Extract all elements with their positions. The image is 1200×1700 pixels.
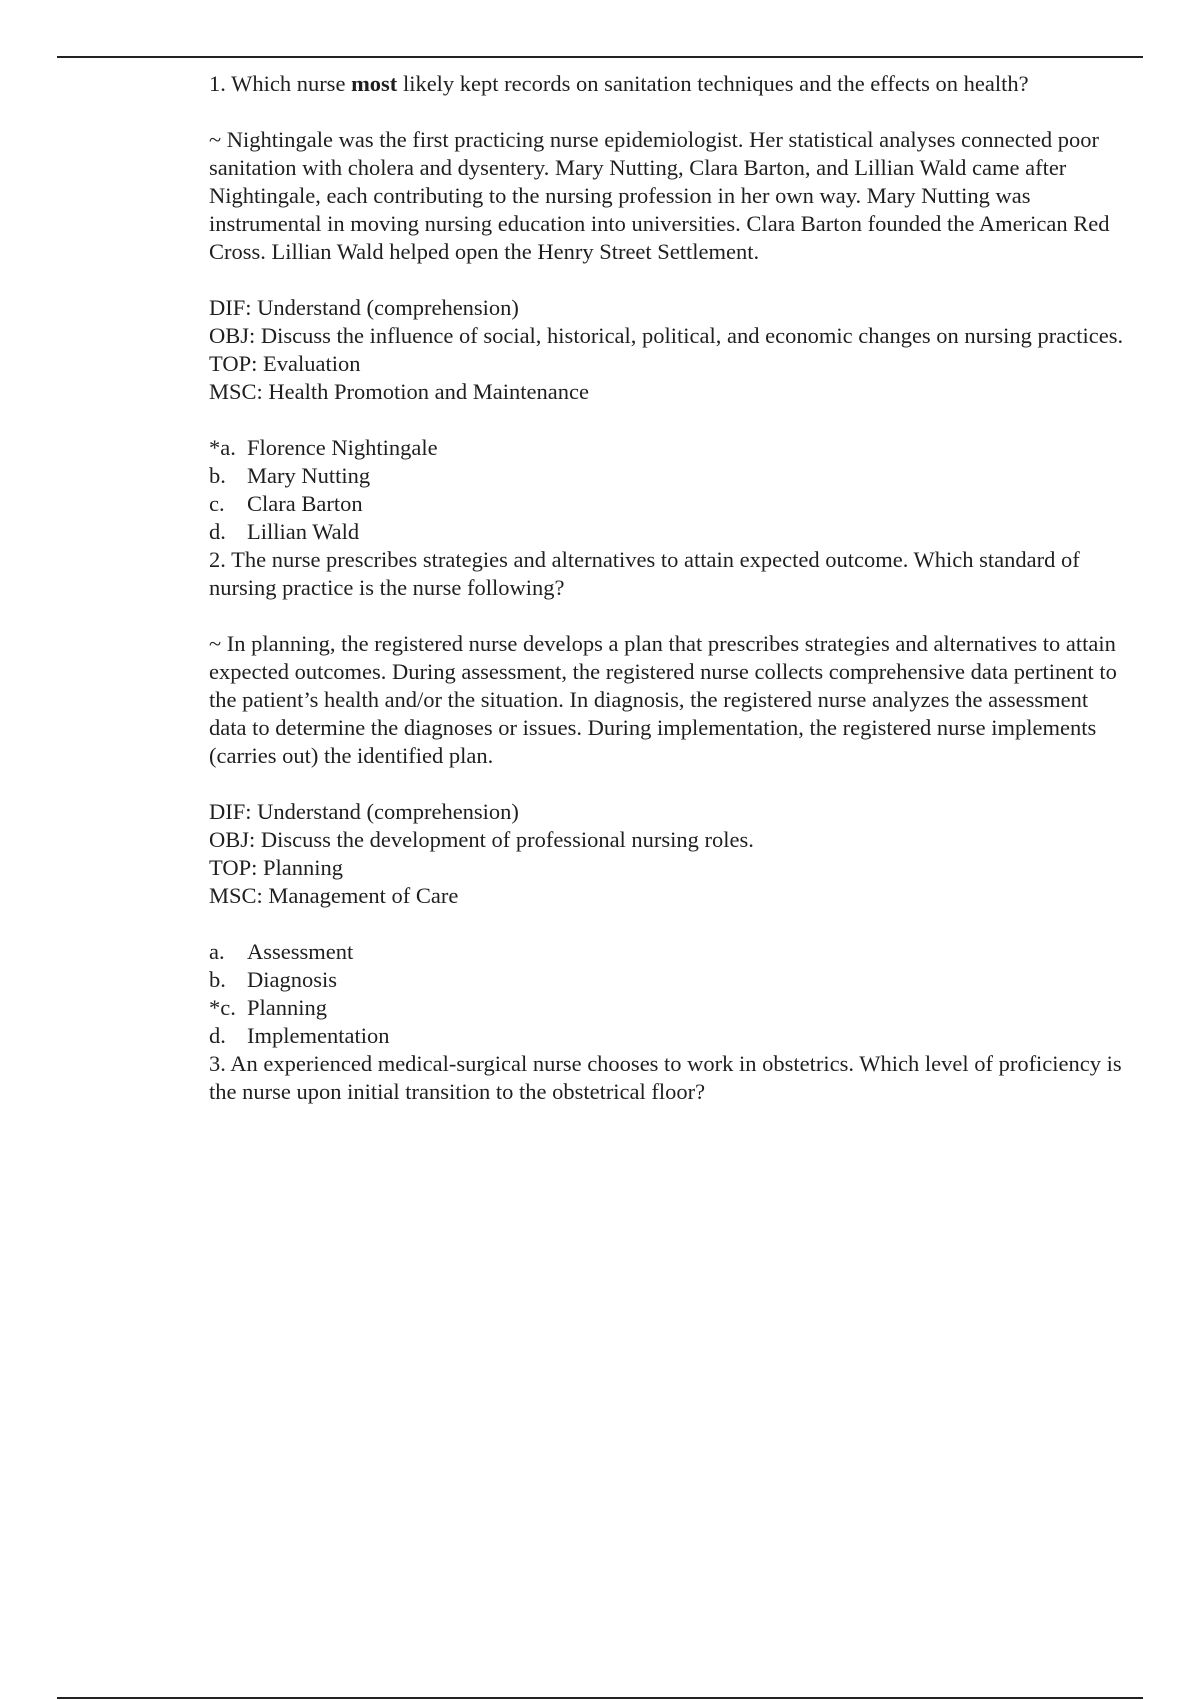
stem-emphasis: most xyxy=(351,71,398,96)
option-letter: d. xyxy=(209,519,226,544)
meta-topic: TOP: Planning xyxy=(209,855,343,880)
rationale: ~ In planning, the registered nurse develops a plan that prescribes strategies and alternatives to attain expected outcomes. During assessment, the registered nurse collects comprehensive data pertinent to the patient’s health and/or the situation. In diagnosis, the registered nurse analyzes the assessment data to determine the diagnoses or issues. During implementation, the registered nurse implements (carries out) the identified plan. xyxy=(209,631,1117,768)
meta-difficulty: DIF: Understand (comprehension) xyxy=(209,295,519,320)
question-3 xyxy=(209,1050,1129,1106)
option-text: Assessment xyxy=(247,939,354,964)
option-letter: *c. xyxy=(209,995,236,1020)
answer-options xyxy=(209,434,1129,546)
answer-option xyxy=(209,462,1129,490)
stem-text: An experienced medical-surgical nurse chooses to work in obstetrics. Which level of proficiency is the nurse upon initial transition to the obstetrical floor? xyxy=(209,1051,1122,1104)
stem-text-after: likely kept records on sanitation techniques and the effects on health? xyxy=(397,71,1029,96)
question-number: 1. xyxy=(209,71,226,96)
answer-option-correct xyxy=(209,434,1129,462)
document-body xyxy=(209,70,1129,1106)
meta-category: MSC: Management of Care xyxy=(209,883,459,908)
answer-option xyxy=(209,1022,1129,1050)
answer-option xyxy=(209,490,1129,518)
question-stem xyxy=(209,1050,1129,1106)
stem-text: The nurse prescribes strategies and alternatives to attain expected outcome. Which standard of nursing practice is the nurse following? xyxy=(209,547,1080,600)
question-number: 2. xyxy=(209,547,226,572)
question-1 xyxy=(209,70,1129,546)
option-text: Clara Barton xyxy=(247,491,363,516)
answer-option xyxy=(209,938,1129,966)
option-text: Lillian Wald xyxy=(247,519,360,544)
option-letter: *a. xyxy=(209,435,236,460)
answer-options xyxy=(209,938,1129,1050)
question-number: 3. xyxy=(209,1051,226,1076)
meta-topic: TOP: Evaluation xyxy=(209,351,361,376)
option-letter: b. xyxy=(209,463,226,488)
question-stem xyxy=(209,546,1129,602)
meta-difficulty: DIF: Understand (comprehension) xyxy=(209,799,519,824)
option-letter: d. xyxy=(209,1023,226,1048)
option-text: Planning xyxy=(247,995,328,1020)
option-text: Florence Nightingale xyxy=(247,435,438,460)
option-letter: a. xyxy=(209,939,225,964)
meta-category: MSC: Health Promotion and Maintenance xyxy=(209,379,589,404)
question-2 xyxy=(209,546,1129,1050)
bottom-rule xyxy=(57,1697,1143,1699)
answer-option-correct xyxy=(209,994,1129,1022)
meta-objective: OBJ: Discuss the development of professional nursing roles. xyxy=(209,827,754,852)
answer-option xyxy=(209,966,1129,994)
option-text: Mary Nutting xyxy=(247,463,371,488)
rationale: ~ Nightingale was the first practicing nurse epidemiologist. Her statistical analyses connected poor sanitation with cholera and dysentery. Mary Nutting, Clara Barton, and Lillian Wald came after Nightingale, each contributing to the nursing profession in her own way. Mary Nutting was instrumental in moving nursing education into universities. Clara Barton founded the American Red Cross. Lillian Wald helped open the Henry Street Settlement. xyxy=(209,127,1110,264)
meta-objective: OBJ: Discuss the influence of social, historical, political, and economic changes on nursing practices. xyxy=(209,323,1124,348)
option-letter: c. xyxy=(209,491,225,516)
stem-text-before: Which nurse xyxy=(231,71,352,96)
top-rule xyxy=(57,56,1143,58)
option-text: Implementation xyxy=(247,1023,390,1048)
option-letter: b. xyxy=(209,967,226,992)
question-metadata xyxy=(209,798,1129,910)
answer-option xyxy=(209,518,1129,546)
question-metadata xyxy=(209,294,1129,406)
option-text: Diagnosis xyxy=(247,967,337,992)
question-stem xyxy=(209,70,1129,98)
